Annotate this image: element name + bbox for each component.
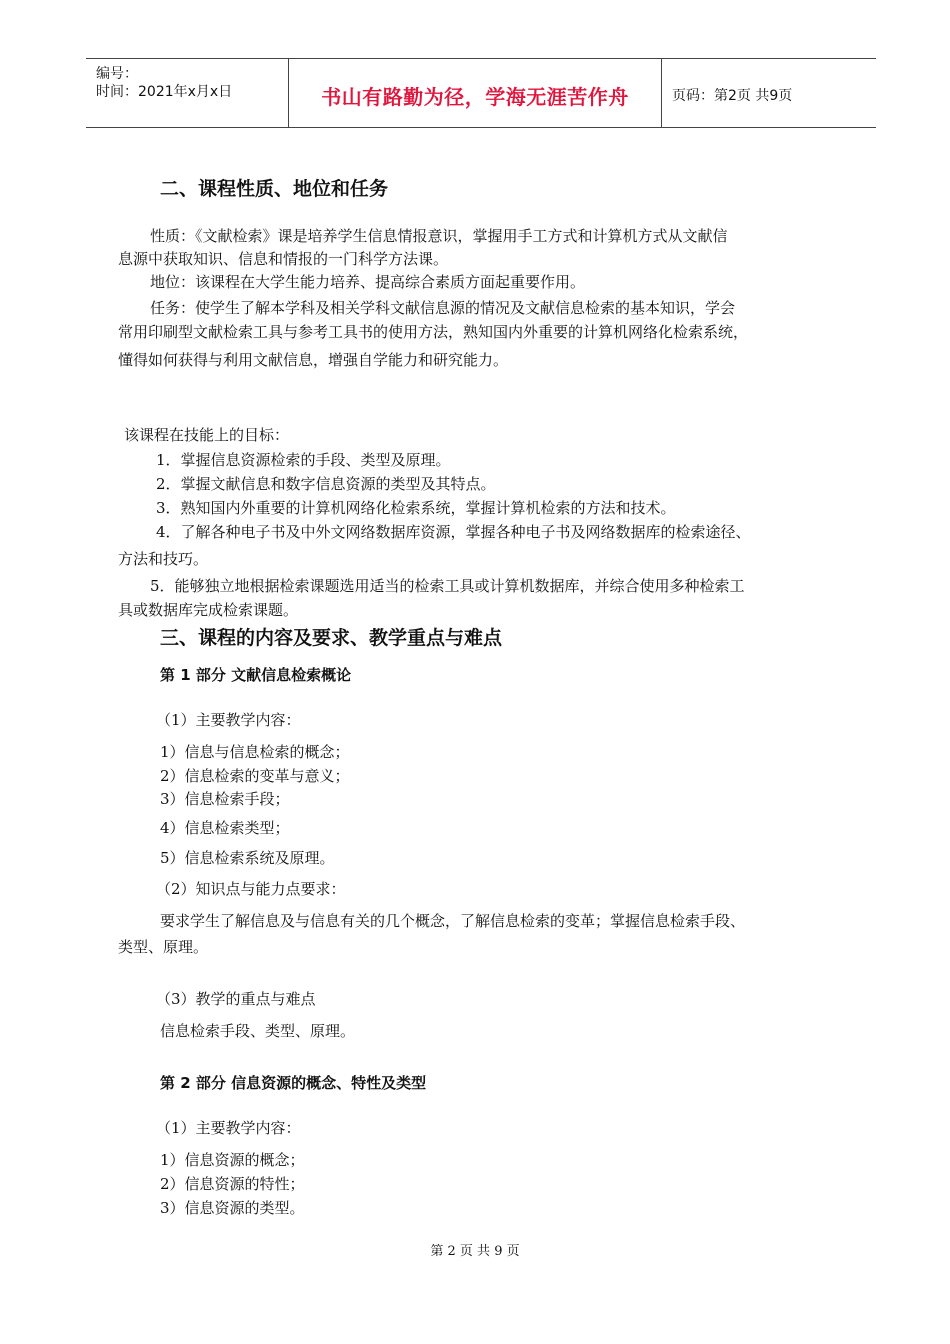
section-3-title: 三、课程的内容及要求、教学重点与难点 <box>160 627 503 649</box>
code-label: 编号： <box>96 66 138 82</box>
part-1-title: 第 1 部分 文献信息检索概论 <box>160 666 352 684</box>
part-2-item-1: 1）信息资源的概念； <box>160 1151 305 1169</box>
nature-line-1: 性质：《文献检索》课是培养学生信息情报意识，掌握用手工方式和计算机方式从文献信 <box>150 227 728 245</box>
header-right-cell <box>662 59 876 127</box>
skills-intro: 该课程在技能上的目标： <box>124 426 290 444</box>
part-1-req-line-2: 类型、原理。 <box>118 938 209 956</box>
header-page-label: 页码：第2页 共9页 <box>672 88 793 104</box>
part-1-req-line-1: 要求学生了解信息及与信息有关的几个概念，了解信息检索的变革；掌握信息检索手段、 <box>160 912 746 930</box>
nature-line-2: 息源中获取知识、信息和情报的一门科学方法课。 <box>118 250 449 268</box>
skill-item-4a: 4．了解各种电子书及中外文网络数据库资源，掌握各种电子书及网络数据库的检索途径、 <box>156 523 751 541</box>
part-2-item-2: 2）信息资源的特性； <box>160 1175 305 1193</box>
part-1-item-4: 4）信息检索类型； <box>160 819 290 837</box>
header-motto: 书山有路勤为径，学海无涯苦作舟 <box>321 85 629 109</box>
part-1-key-heading: （3）教学的重点与难点 <box>156 990 316 1008</box>
part-2-title: 第 2 部分 信息资源的概念、特性及类型 <box>160 1074 427 1092</box>
part-1-content-heading: （1）主要教学内容： <box>156 711 301 729</box>
part-1-item-3: 3）信息检索手段； <box>160 790 290 808</box>
task-line-2: 常用印刷型文献检索工具与参考工具书的使用方法，熟知国内外重要的计算机网络化检索系统， <box>118 323 749 341</box>
skill-item-2: 2．掌握文献信息和数字信息资源的类型及其特点。 <box>156 475 496 493</box>
skill-item-5b: 具或数据库完成检索课题。 <box>118 601 299 619</box>
skill-item-3: 3．熟知国内外重要的计算机网络化检索系统，掌握计算机检索的方法和技术。 <box>156 499 676 517</box>
task-line-3: 懂得如何获得与利用文献信息，增强自学能力和研究能力。 <box>118 351 509 369</box>
section-2-title: 二、课程性质、地位和任务 <box>160 178 389 200</box>
part-1-req-heading: （2）知识点与能力点要求： <box>156 880 346 898</box>
part-1-item-1: 1）信息与信息检索的概念； <box>160 743 350 761</box>
part-1-key-text: 信息检索手段、类型、原理。 <box>160 1022 356 1040</box>
position-line: 地位：该课程在大学生能力培养、提高综合素质方面起重要作用。 <box>150 273 586 291</box>
time-label: 时间：2021年x月x日 <box>96 84 233 100</box>
part-2-content-heading: （1）主要教学内容： <box>156 1119 301 1137</box>
skill-item-1: 1．掌握信息资源检索的手段、类型及原理。 <box>156 451 451 469</box>
page-footer: 第 2 页 共 9 页 <box>430 1244 520 1259</box>
header-center-cell <box>289 59 662 127</box>
task-line-1: 任务：使学生了解本学科及相关学科文献信息源的情况及文献信息检索的基本知识，学会 <box>150 299 736 317</box>
part-2-item-3: 3）信息资源的类型。 <box>160 1199 305 1217</box>
part-1-item-5: 5）信息检索系统及原理。 <box>160 849 335 867</box>
skill-item-5a: 5．能够独立地根据检索课题选用适当的检索工具或计算机数据库，并综合使用多种检索工 <box>150 577 745 595</box>
part-1-item-2: 2）信息检索的变革与意义； <box>160 767 350 785</box>
header-left-cell <box>86 59 289 127</box>
skill-item-4b: 方法和技巧。 <box>118 550 209 568</box>
page-header <box>86 58 876 128</box>
